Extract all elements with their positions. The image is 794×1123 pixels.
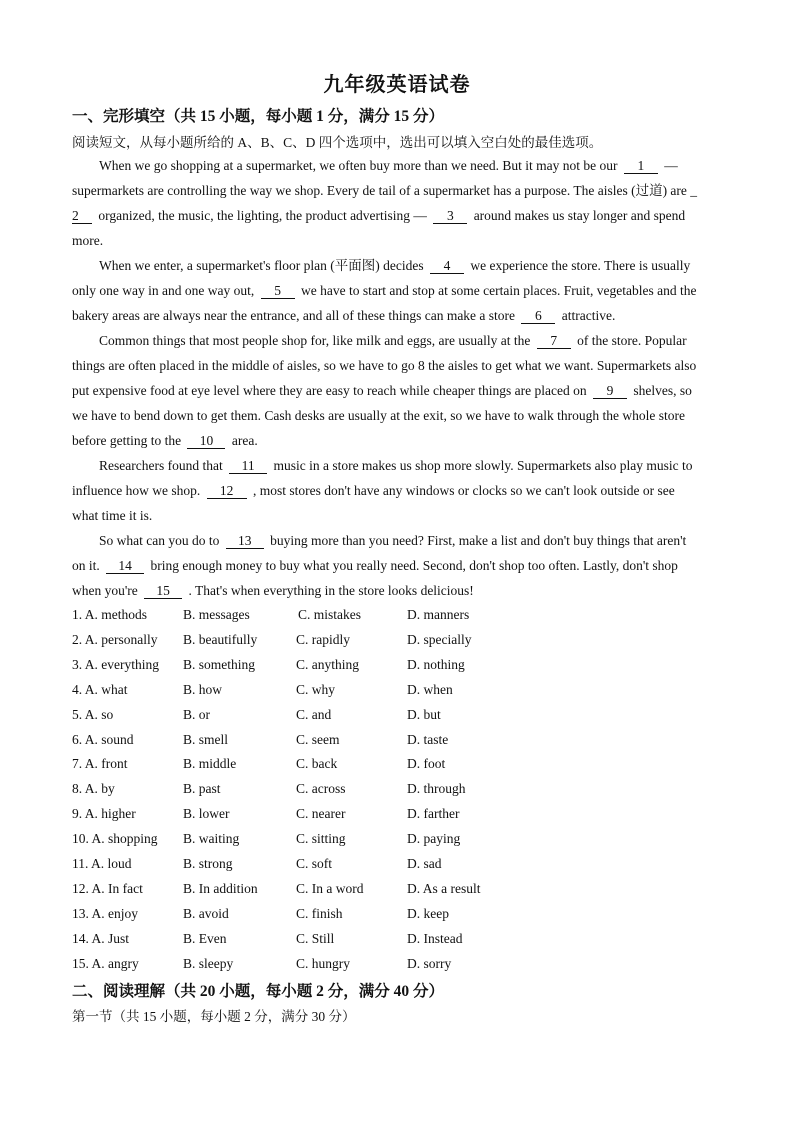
option-b: B. or	[183, 707, 210, 722]
option-a: 15. A. angry	[72, 956, 139, 971]
option-d: D. sorry	[407, 956, 452, 971]
passage-text: when you're	[72, 583, 142, 598]
option-c: C. and	[296, 707, 332, 722]
option-a: 10. A. shopping	[72, 831, 158, 846]
option-d: D. nothing	[407, 657, 465, 672]
blank-2: 2	[72, 209, 92, 224]
blank-12: 12	[207, 484, 247, 499]
option-d: D. but	[407, 707, 441, 722]
option-c: C. anything	[296, 657, 359, 672]
passage-text: —	[660, 158, 678, 173]
passage-line	[99, 532, 686, 549]
blank-6: 6	[521, 309, 555, 324]
passage-line	[72, 382, 692, 399]
option-c: C. nearer	[296, 806, 346, 821]
section1-instruction: 阅读短文，从每小题所给的 A、B、C、D 四个选项中，选出可以填入空白处的最佳选项。	[72, 135, 603, 150]
passage-line: we have to bend down to get them. Cash desks are usually at the exit, so we have to walk through the whole store	[72, 408, 685, 423]
option-b: B. In addition	[183, 881, 258, 896]
passage-text: area.	[228, 433, 258, 448]
section2-subheading: 第一节（共 15 小题，每小题 2 分，满分 30 分）	[72, 1009, 356, 1024]
passage-text: bring enough money to buy what you really need. Second, don't shop too often. Lastly, don't shop	[147, 558, 678, 573]
passage-text: . That's when everything in the store looks delicious!	[185, 583, 474, 598]
option-d: D. manners	[407, 607, 470, 622]
option-d: D. foot	[407, 756, 446, 771]
passage-text: bakery areas are always near the entrance, and all of these things can make a store	[72, 308, 519, 323]
blank-11: 11	[229, 459, 267, 474]
option-c: C. seem	[296, 732, 340, 747]
passage-text: attractive.	[558, 308, 616, 323]
passage-text: , most stores don't have any windows or clocks so we can't look outside or see	[249, 483, 675, 498]
option-c: C. Still	[296, 931, 335, 946]
section1-heading: 一、完形填空（共 15 小题，每小题 1 分，满分 15 分）	[72, 108, 445, 125]
option-d: D. sad	[407, 856, 442, 871]
blank-13: 13	[226, 534, 264, 549]
passage-text: Common things that most people shop for, like milk and eggs, are usually at the	[99, 333, 534, 348]
passage-text: When we go shopping at a supermarket, we often buy more than we need. But it may not be our	[99, 158, 621, 173]
option-b: B. something	[183, 657, 256, 672]
passage-text: So what can you do to	[99, 533, 223, 548]
passage-text: influence how we shop.	[72, 483, 204, 498]
option-c: C. rapidly	[296, 632, 350, 647]
blank-4: 4	[430, 259, 464, 274]
option-a: 11. A. loud	[72, 856, 132, 871]
option-a: 8. A. by	[72, 781, 115, 796]
section2-heading: 二、阅读理解（共 20 小题，每小题 2 分，满分 40 分）	[72, 983, 445, 1000]
passage-line	[99, 332, 687, 349]
passage-text: before getting to the	[72, 433, 185, 448]
blank-10: 10	[187, 434, 225, 449]
option-d: D. specially	[407, 632, 472, 647]
option-a: 12. A. In fact	[72, 881, 143, 896]
option-a: 6. A. sound	[72, 732, 134, 747]
blank-15: 15	[144, 584, 182, 599]
passage-line: supermarkets are controlling the way we shop. Every de tail of a supermarket has a purpose. The aisles (过道) are _	[72, 183, 698, 198]
passage-text: organized, the music, the lighting, the product advertising —	[95, 208, 431, 223]
option-a: 13. A. enjoy	[72, 906, 138, 921]
option-a: 1. A. methods	[72, 607, 148, 622]
passage-text: put expensive food at eye level where they are easy to reach while cheaper things are placed on	[72, 383, 591, 398]
passage-line	[72, 482, 675, 499]
option-b: B. messages	[183, 607, 250, 622]
option-d: D. paying	[407, 831, 461, 846]
option-d: D. As a result	[407, 881, 481, 896]
option-a: 2. A. personally	[72, 632, 158, 647]
option-b: B. lower	[183, 806, 230, 821]
option-a: 9. A. higher	[72, 806, 136, 821]
option-b: B. waiting	[183, 831, 240, 846]
option-b: B. how	[183, 682, 223, 697]
passage-text: on it.	[72, 558, 104, 573]
passage-line	[72, 307, 615, 324]
option-c: C. In a word	[296, 881, 364, 896]
passage-text: we have to start and stop at some certain places. Fruit, vegetables and the	[297, 283, 697, 298]
option-c: C. soft	[296, 856, 333, 871]
passage-line	[99, 157, 678, 174]
option-d: D. farther	[407, 806, 460, 821]
option-b: B. smell	[183, 732, 229, 747]
passage-line	[72, 582, 474, 599]
passage-text: music in a store makes us shop more slowly. Supermarkets also play music to	[270, 458, 693, 473]
passage-line	[72, 557, 678, 574]
blank-14: 14	[106, 559, 144, 574]
option-d: D. Instead	[407, 931, 463, 946]
passage-line	[72, 282, 696, 299]
passage-line: more.	[72, 233, 104, 248]
passage-text: of the store. Popular	[573, 333, 687, 348]
passage-line	[99, 457, 693, 474]
option-c: C. hungry	[296, 956, 350, 971]
passage-text: only one way in and one way out,	[72, 283, 258, 298]
option-a: 4. A. what	[72, 682, 128, 697]
passage-line	[72, 207, 685, 224]
option-c: C. sitting	[296, 831, 346, 846]
passage-line: things are often placed in the middle of aisles, so we have to go 8 the aisles to get what we want. Supermarkets also	[72, 358, 697, 373]
option-a: 7. A. front	[72, 756, 128, 771]
passage-text: Researchers found that	[99, 458, 227, 473]
passage-text: When we enter, a supermarket's floor plan (平面图) decides	[99, 258, 428, 273]
option-b: B. sleepy	[183, 956, 234, 971]
passage-text: buying more than you need? First, make a list and don't buy things that aren't	[266, 533, 687, 548]
page-title: 九年级英语试卷	[323, 74, 471, 96]
option-b: B. strong	[183, 856, 233, 871]
passage-line: what time it is.	[72, 508, 153, 523]
passage-text: we experience the store. There is usually	[467, 258, 691, 273]
passage-line	[72, 432, 258, 449]
blank-5: 5	[261, 284, 295, 299]
option-b: B. Even	[183, 931, 227, 946]
option-c: C. back	[296, 756, 338, 771]
option-b: B. beautifully	[183, 632, 258, 647]
blank-9: 9	[593, 384, 627, 399]
option-a: 5. A. so	[72, 707, 114, 722]
passage-text: shelves, so	[630, 383, 692, 398]
passage-text: around makes us stay longer and spend	[470, 208, 686, 223]
option-c: C. across	[296, 781, 346, 796]
option-d: D. when	[407, 682, 453, 697]
option-d: D. taste	[407, 732, 449, 747]
option-c: C. finish	[296, 906, 343, 921]
option-c: C. why	[296, 682, 336, 697]
option-b: B. past	[183, 781, 221, 796]
option-a: 3. A. everything	[72, 657, 159, 672]
blank-1: 1	[624, 159, 658, 174]
option-c: C. mistakes	[298, 607, 361, 622]
blank-3: 3	[433, 209, 467, 224]
option-b: B. avoid	[183, 906, 229, 921]
option-d: D. keep	[407, 906, 449, 921]
option-b: B. middle	[183, 756, 237, 771]
option-a: 14. A. Just	[72, 931, 130, 946]
option-d: D. through	[407, 781, 466, 796]
passage-line	[99, 257, 690, 274]
blank-7: 7	[537, 334, 571, 349]
